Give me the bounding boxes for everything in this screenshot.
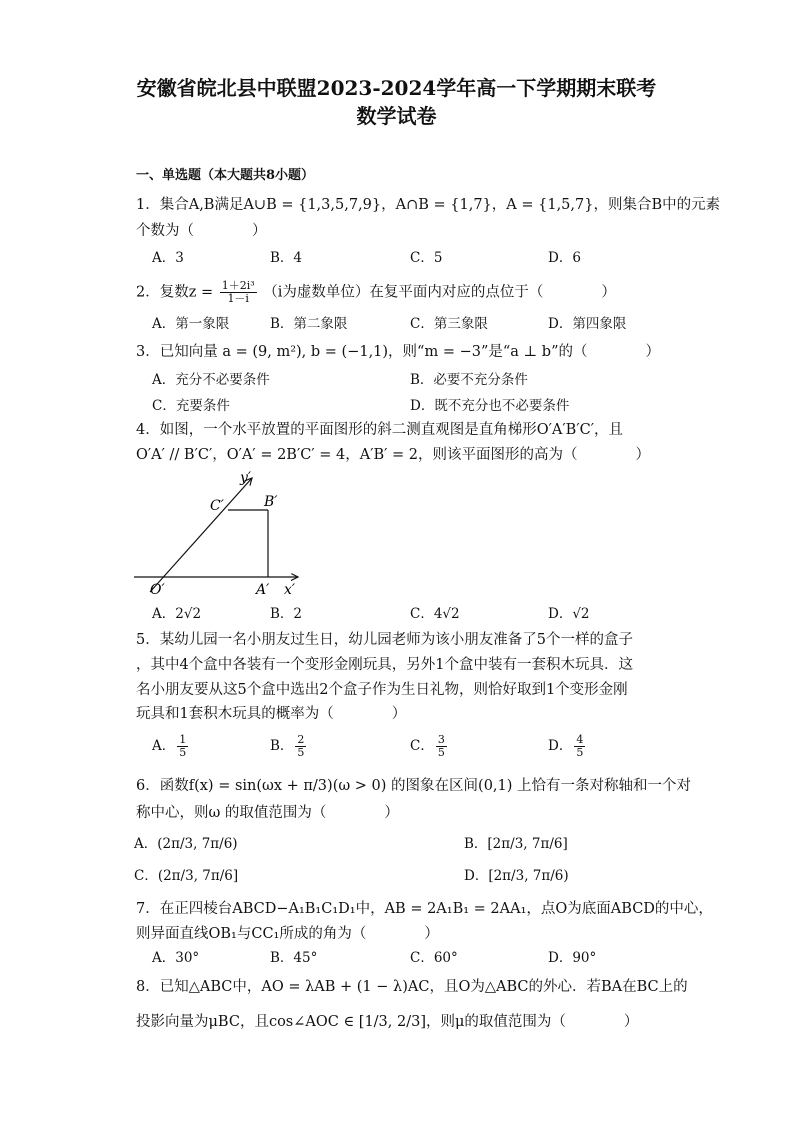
q7-option-d: D．90° [548,950,597,966]
q5-option-b-label: B． [270,738,294,754]
q5-stem: 5．某幼儿园一名小朋友过生日，幼儿园老师为该小朋友准备了5个一样的盒子 [136,632,633,648]
q7-option-b: B．45° [270,950,318,966]
q5-option-d-den: 5 [576,746,584,759]
q5-option-d [548,734,587,759]
q3-option-a: A．充分不必要条件 [152,372,270,388]
q5-stem-2: ，其中4个盒中各装有一个变形金刚玩具，另外1个盒中装有一套积木玩具．这 [136,657,633,673]
q1-stem-cont: 个数为（ ） [136,223,267,239]
q6-stem-cont: 称中心，则ω 的取值范围为（ ） [136,805,399,821]
q7-stem-cont: 则异面直线OB₁与CC₁所成的角为（ ） [136,926,439,942]
q1-option-a: A．3 [152,250,184,266]
q8-stem-cont: 投影向量为μBC，且cos∠AOC ∈ [1/3, 2/3]，则μ的取值范围为（ ） [136,1014,639,1030]
q4-option-c: C．4√2 [410,606,460,622]
q3-stem: 3．已知向量 a = (9, m²), b = (−1,1)，则“m = −3”是“a ⊥ b”的（ ） [136,344,660,360]
q8-stem: 8．已知△ABC中，AO = λAB + (1 − λ)AC，且O为△ABC的外心．若BA在BC上的 [136,979,688,995]
q5-option-c [410,734,449,759]
q1-option-b: B．4 [270,250,303,266]
q1-stem: 1．集合A,B满足A∪B = {1,3,5,7,9}，A∩B = {1,7}，A = {1,5,7}，则集合B中的元素 [136,197,721,213]
q5-option-a-label: A． [152,738,176,754]
q6-option-c: C．(2π/3, 7π/6] [134,868,239,884]
q5-option-a-num: 1 [179,733,187,746]
q7-option-c: C．60° [410,950,458,966]
y-axis-label: y′ [240,470,252,486]
q1-option-c: C．5 [410,250,443,266]
q4-option-d: D．√2 [548,606,590,622]
q5-option-c-label: C． [410,738,434,754]
point-o-label: O′ [150,582,165,598]
q7-stem: 7．在正四棱台ABCD−A₁B₁C₁D₁中，AB = 2A₁B₁ = 2AA₁，点O为底面ABCD的中心， [136,901,713,917]
q5-option-b-den: 5 [297,746,305,759]
exam-title: 安徽省皖北县中联盟2023-2024学年高一下学期期末联考 [136,76,657,100]
q3-option-c: C．充要条件 [152,398,230,414]
q5-option-a [152,734,190,759]
q5-option-d-num: 4 [576,733,584,746]
q5-stem-4: 玩具和1套积木玩具的概率为（ ） [136,706,407,722]
q6-option-a: A．(2π/3, 7π/6) [134,836,238,852]
q6-option-d: D．[2π/3, 7π/6) [464,868,569,884]
q5-option-a-den: 5 [179,746,187,759]
section-heading: 一、单选题（本大题共8小题） [136,168,315,183]
q2-frac-num: 1＋2i³ [221,279,255,292]
q2-option-a: A．第一象限 [152,316,230,332]
point-a-label: A′ [256,582,270,598]
y-axis-line [150,478,252,592]
q2-fraction [220,280,257,305]
q4-option-b: B．2 [270,606,303,622]
q2-option-c: C．第三象限 [410,316,488,332]
q2-stem-post: （i为虚数单位）在复平面内对应的点位于（ ） [263,284,616,301]
q1-option-d: D．6 [548,250,581,266]
q2-option-d: D．第四象限 [548,316,627,332]
q2-stem [136,280,616,305]
exam-subtitle: 数学试卷 [356,104,437,128]
q2-frac-den: 1－i [227,292,249,305]
q5-option-c-num: 3 [437,733,445,746]
point-b-label: B′ [264,494,278,510]
trapezoid-figure [130,470,310,600]
q4-stem: 4．如图，一个水平放置的平面图形的斜二测直观图是直角梯形O′A′B′C′，且 [136,422,624,438]
q6-stem: 6．函数f(x) = sin(ωx + π/3)(ω > 0) 的图象在区间(0,1) 上恰有一条对称轴和一个对 [136,778,692,794]
q3-option-b: B．必要不充分条件 [410,372,528,388]
x-axis-label: x′ [284,582,296,598]
q4-stem-cont: O′A′ // B′C′，O′A′ = 2B′C′ = 4，A′B′ = 2，则该平面图形的高为（ ） [136,447,651,463]
q4-option-a: A．2√2 [152,606,202,622]
q5-option-b [270,734,308,759]
q6-option-b: B．[2π/3, 7π/6] [464,836,568,852]
q3-option-d: D．既不充分也不必要条件 [410,398,570,414]
q2-option-b: B．第二象限 [270,316,348,332]
q5-stem-3: 名小朋友要从这5个盒中选出2个盒子作为生日礼物，则恰好取到1个变形金刚 [136,682,628,698]
q5-option-d-label: D． [548,738,573,754]
q2-stem-pre: 2．复数z = [136,284,214,301]
q5-option-c-den: 5 [437,746,445,759]
q5-option-b-num: 2 [297,733,305,746]
q7-option-a: A．30° [152,950,200,966]
point-c-label: C′ [210,498,224,514]
